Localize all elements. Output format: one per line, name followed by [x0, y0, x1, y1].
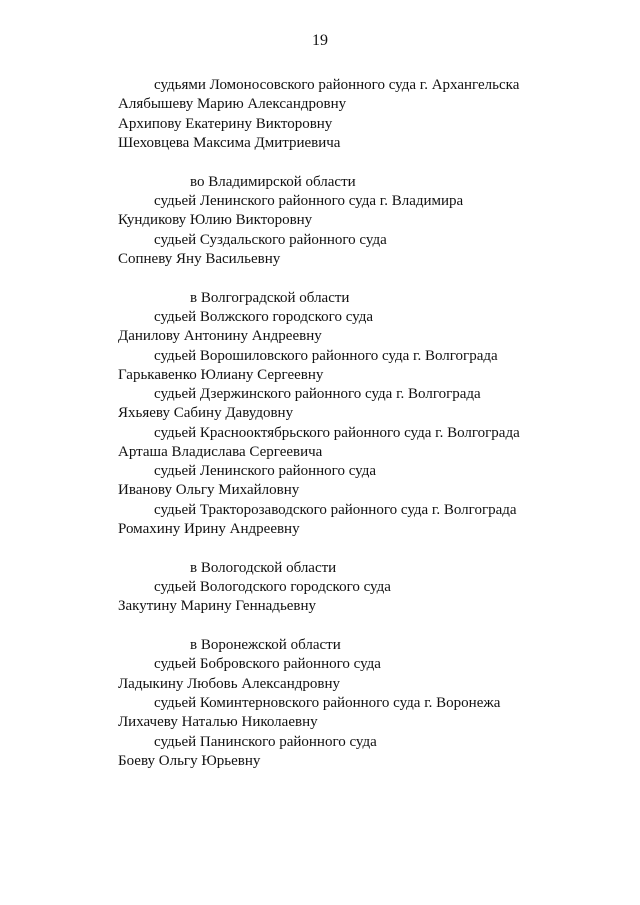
judge-name: Архипову Екатерину Викторовну	[118, 116, 333, 132]
region-heading: в Воронежской области	[190, 637, 341, 653]
judge-name: Кундикову Юлию Викторовну	[118, 212, 313, 228]
court-heading: судьей Краснооктябрьского районного суда г. Волгограда	[154, 425, 520, 441]
court-heading: судьями Ломоносовского районного суда г. Архангельска	[154, 77, 520, 93]
region-heading: во Владимирской области	[190, 174, 356, 190]
court-heading: судьей Бобровского районного суда	[154, 656, 381, 672]
judge-name: Арташа Владислава Сергеевича	[118, 444, 323, 460]
court-heading: судьей Ворошиловского районного суда г. Волгограда	[154, 348, 498, 364]
judge-name: Алябышеву Марию Александровну	[118, 96, 347, 112]
court-heading: судьей Коминтерновского районного суда г. Воронежа	[154, 695, 501, 711]
judge-name: Гарькавенко Юлиану Сергеевну	[118, 367, 324, 383]
court-heading: судьей Ленинского районного суда	[154, 463, 377, 479]
court-heading: судьей Тракторозаводского районного суда г. Волгограда	[154, 502, 517, 518]
judge-name: Иванову Ольгу Михайловну	[118, 482, 300, 498]
court-heading: судьей Вологодского городского суда	[154, 579, 391, 595]
court-heading: судьей Волжского городского суда	[154, 309, 374, 325]
court-heading: судьей Ленинского районного суда г. Владимира	[154, 193, 464, 209]
court-heading: судьей Суздальского районного суда	[154, 232, 387, 248]
region-heading: в Вологодской области	[190, 560, 337, 576]
region-heading: в Волгоградской области	[190, 290, 350, 306]
judge-name: Шеховцева Максима Дмитриевича	[118, 135, 341, 151]
page-number: 19	[312, 32, 328, 49]
judge-name: Закутину Марину Геннадьевну	[118, 598, 317, 614]
judge-name: Ладыкину Любовь Александровну	[118, 676, 340, 692]
court-heading: судьей Дзержинского районного суда г. Волгограда	[154, 386, 481, 402]
court-heading: судьей Панинского районного суда	[154, 734, 377, 750]
judge-name: Данилову Антонину Андреевну	[118, 328, 322, 344]
judge-name: Ромахину Ирину Андреевну	[118, 521, 300, 537]
judge-name: Боеву Ольгу Юрьевну	[118, 753, 261, 769]
judge-name: Яхьяеву Сабину Давудовну	[118, 405, 294, 421]
judge-name: Лихачеву Наталью Николаевну	[118, 714, 318, 730]
judge-name: Сопневу Яну Васильевну	[118, 251, 281, 267]
